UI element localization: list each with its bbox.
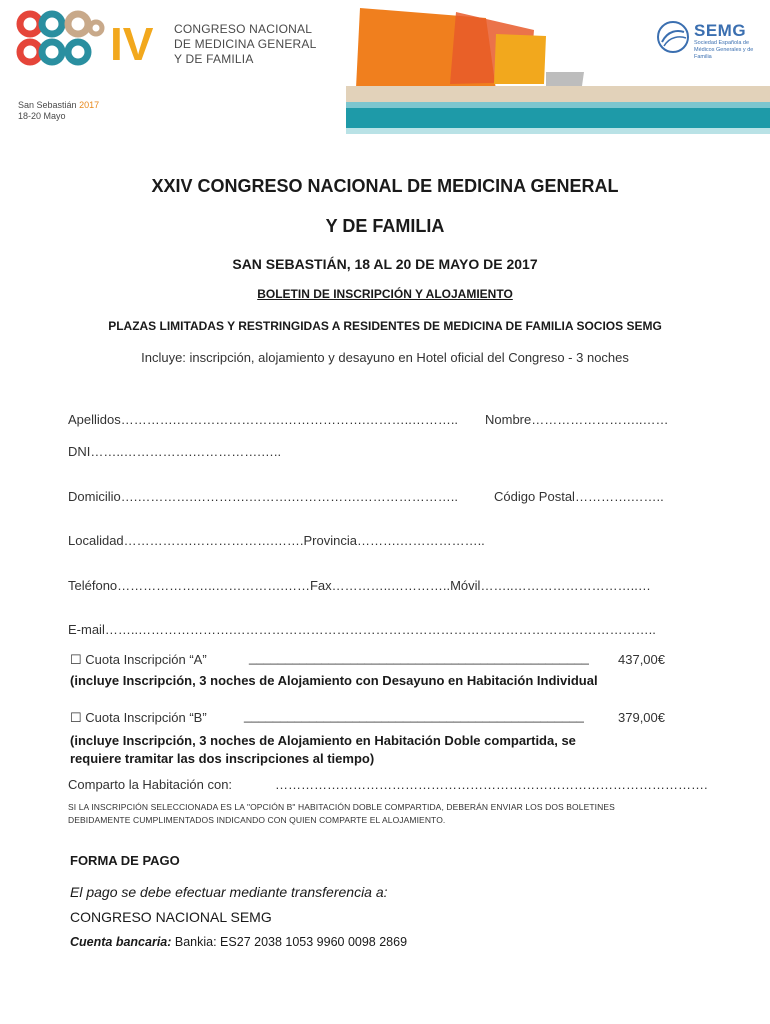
logo-x-teal bbox=[42, 14, 62, 62]
payment-instruction: El pago se debe efectuar mediante transferencia a: bbox=[70, 884, 388, 900]
semg-logo-name: SEMG bbox=[694, 21, 747, 40]
quota-b-checkbox[interactable]: ☐ Cuota Inscripción “B” bbox=[70, 710, 207, 725]
logo-roman-numeral: IV bbox=[110, 18, 154, 66]
quota-b-line: _______________________________________________ bbox=[244, 708, 584, 723]
congress-city: San Sebastián bbox=[18, 100, 77, 110]
congress-city-date bbox=[18, 100, 99, 122]
quota-b-description-line-2: requiere tramitar las dos inscripciones al tiempo) bbox=[70, 751, 375, 766]
quota-b-description-line-1: (incluye Inscripción, 3 noches de Alojamiento en Habitación Doble compartida, se bbox=[70, 733, 576, 748]
email-field[interactable]: E-mail……..………………….…………………………………………………………………………………….. bbox=[68, 622, 656, 637]
quota-a-price: 437,00€ bbox=[618, 652, 665, 667]
share-room-field[interactable]: ………………………………………………………………………………………. bbox=[275, 777, 708, 792]
payment-heading: FORMA DE PAGO bbox=[70, 853, 180, 868]
congress-dates: 18-20 Mayo bbox=[18, 111, 66, 121]
congress-name-line-1: CONGRESO NACIONAL bbox=[174, 22, 313, 36]
quota-a-checkbox[interactable]: ☐ Cuota Inscripción “A” bbox=[70, 652, 207, 667]
congress-name-line-3: Y DE FAMILIA bbox=[174, 52, 254, 66]
logo-x-tan bbox=[68, 14, 102, 62]
congress-logo bbox=[16, 10, 166, 66]
option-b-notice-line-1: SI LA INSCRIPCIÓN SELECCIONADA ES LA "OPCIÓN B" HABITACIÓN DOBLE COMPARTIDA, DEBERÁN ENVIAR LOS DOS BOLETINES bbox=[68, 802, 615, 812]
domicilio-field[interactable]: Domicilio….………….………….……….…………….………………….. bbox=[68, 489, 459, 504]
codigo-postal-field[interactable]: Código Postal………….…….. bbox=[494, 489, 664, 504]
quota-a-line: _______________________________________________ bbox=[249, 650, 589, 665]
quota-b-price: 379,00€ bbox=[618, 710, 665, 725]
share-room-label: Comparto la Habitación con: bbox=[68, 777, 233, 792]
telefono-fax-movil-field[interactable]: Teléfono…………………..…………….……Fax…………..…………..Móvil……..………………………..… bbox=[68, 578, 651, 593]
option-b-notice bbox=[68, 801, 615, 827]
apellidos-field[interactable]: Apellidos………….…………………….……………….………..……….. bbox=[68, 412, 459, 427]
place-and-dates: SAN SEBASTIÁN, 18 AL 20 DE MAYO DE 2017 bbox=[232, 256, 538, 272]
includes-notice: Incluye: inscripción, alojamiento y desayuno en Hotel oficial del Congreso - 3 noches bbox=[141, 350, 629, 365]
bank-account-label: Cuenta bancaria: bbox=[70, 935, 172, 949]
bank-account bbox=[70, 935, 407, 949]
congress-name bbox=[174, 22, 317, 67]
dni-field[interactable]: DNI……..…………….…………….….. bbox=[68, 444, 282, 459]
localidad-provincia-field[interactable]: Localidad…………….……………….…….Provincia……….……………….. bbox=[68, 533, 485, 548]
logo-x-red bbox=[20, 14, 40, 62]
restriction-notice: PLAZAS LIMITADAS Y RESTRINGIDAS A RESIDENTES DE MEDICINA DE FAMILIA SOCIOS SEMG bbox=[108, 319, 662, 333]
quota-a-description: (incluye Inscripción, 3 noches de Alojamiento con Desayuno en Habitación Individual bbox=[70, 673, 598, 688]
congress-year: 2017 bbox=[79, 100, 100, 110]
bank-account-value: Bankia: ES27 2038 1053 9960 0098 2869 bbox=[171, 935, 408, 949]
form-title: BOLETIN DE INSCRIPCIÓN Y ALOJAMIENTO bbox=[257, 287, 513, 301]
semg-logo-subtitle: Sociedad Española de Médicos Generales y de Familia bbox=[694, 40, 754, 60]
semg-emblem-icon bbox=[656, 20, 690, 54]
nombre-field[interactable]: Nombre……………………..…… bbox=[485, 412, 669, 427]
payment-beneficiary: CONGRESO NACIONAL SEMG bbox=[70, 909, 272, 925]
document-title-line-1: XXIV CONGRESO NACIONAL DE MEDICINA GENERAL bbox=[151, 176, 619, 196]
option-b-notice-line-2: DEBIDAMENTE CUMPLIMENTADOS INDICANDO CON QUIEN COMPARTE EL ALOJAMIENTO. bbox=[68, 815, 446, 825]
congress-name-line-2: DE MEDICINA GENERAL bbox=[174, 37, 317, 51]
document-title-line-2: Y DE FAMILIA bbox=[325, 216, 445, 236]
